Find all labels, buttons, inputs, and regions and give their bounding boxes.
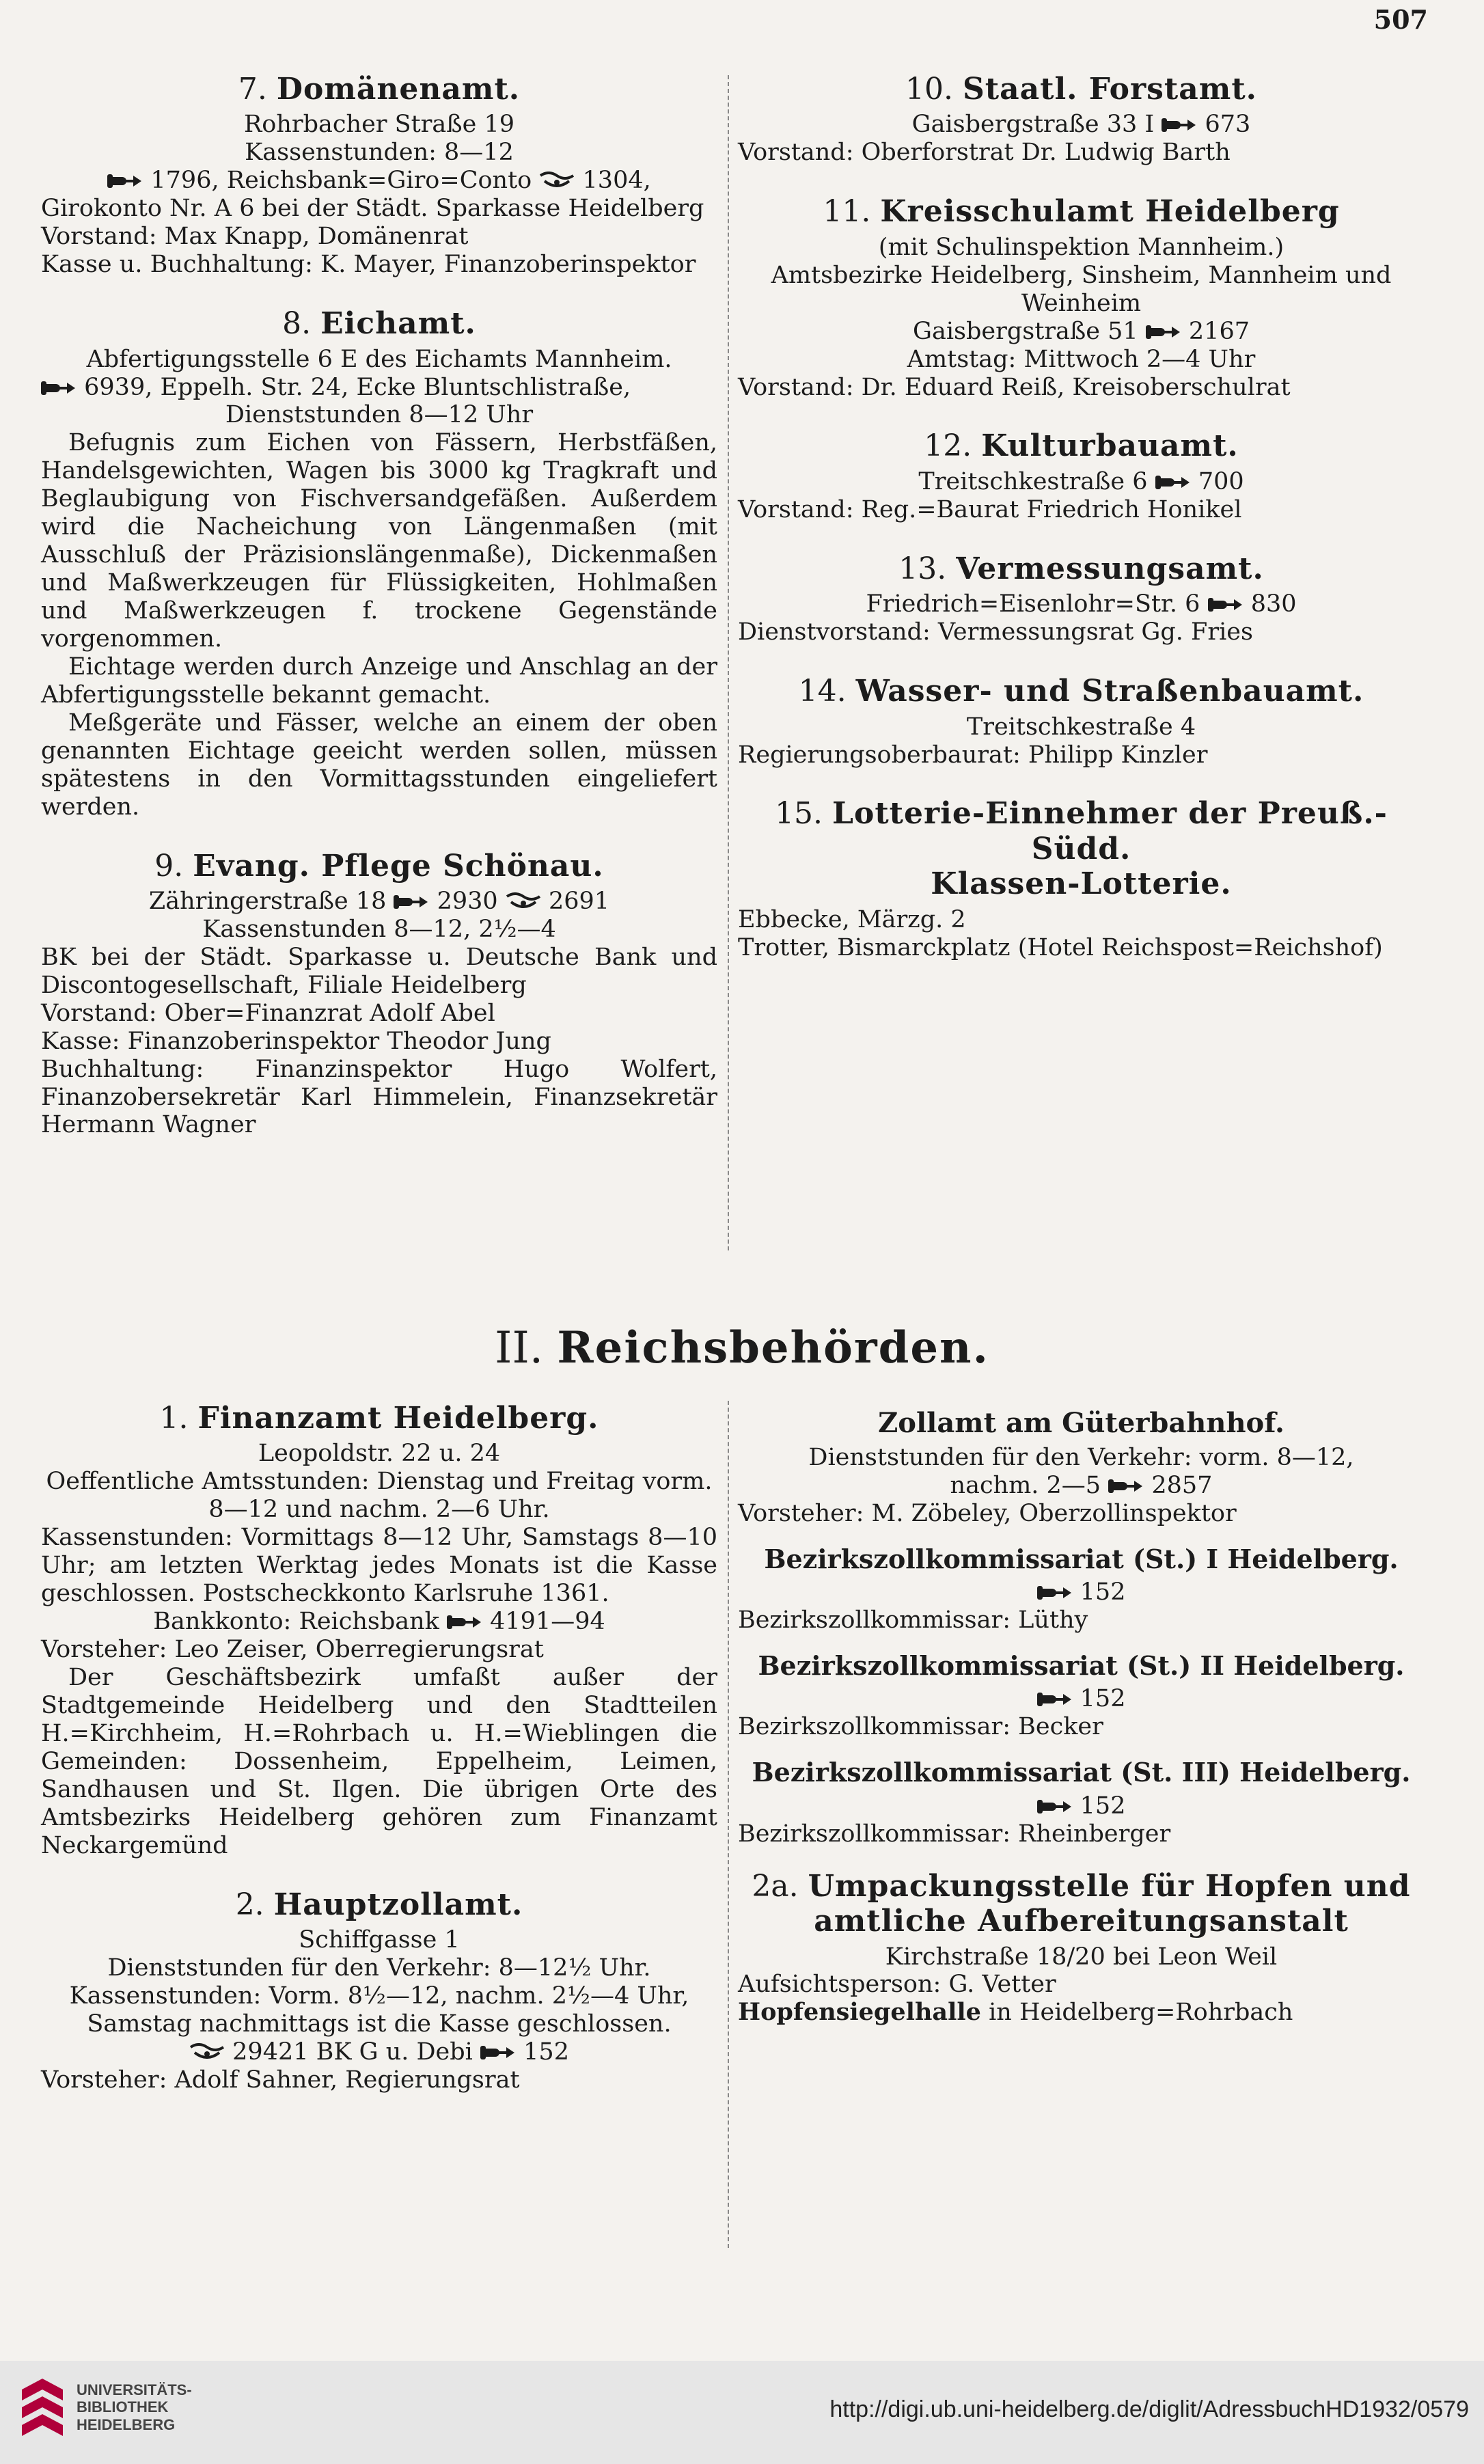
entry-umpackungsstelle: [738, 1869, 1425, 2027]
source-url[interactable]: http://digi.ub.uni-heidelberg.de/diglit/AdressbuchHD1932/0579: [829, 2396, 1469, 2422]
bank-account: BK bei der Städt. Sparkasse u. Deutsche Bank und Discontogesellschaft, Filiale Heidelberg: [41, 943, 717, 999]
entry-zollamt-gueterbahnhof: [738, 1408, 1425, 1528]
phone-line: Zähringerstraße 18 2930 2691: [148, 887, 610, 915]
page-number: 507: [1373, 4, 1428, 35]
phone-line: Friedrich=Eisenlohr=Str. 6 830: [866, 590, 1297, 618]
entry-lotterie: [738, 796, 1425, 961]
entry-kreisschulamt: [738, 194, 1425, 401]
telephone-icon: [447, 1613, 482, 1632]
entry-title: 13. Vermessungsamt.: [898, 551, 1264, 586]
branch: Abfertigungsstelle 6 E des Eichamts Mannheim.: [86, 345, 672, 373]
entry-forstamt: [738, 72, 1425, 167]
entry-title: 12. Kulturbauamt.: [924, 428, 1239, 464]
telephone-icon: [394, 892, 429, 912]
office-hours: Oeffentliche Amtsstunden: Dienstag und Freitag vorm. 8—12 und nachm. 2—6 Uhr.: [46, 1468, 713, 1524]
phone-line: Gaisbergstraße 33 I 673: [911, 111, 1251, 139]
phone-line: 152: [738, 1792, 1425, 1820]
supervisor: Aufsichtsperson: G. Vetter: [738, 1971, 1056, 1999]
office-hours: Dienststunden für den Verkehr: 8—12½ Uhr.: [107, 1954, 651, 1982]
office-hours: Dienststunden für den Verkehr: vorm. 8—12,: [808, 1443, 1354, 1471]
subtitle: (mit Schulinspektion Mannheim.): [878, 233, 1284, 261]
director: Vorsteher: Adolf Sahner, Regierungsrat: [41, 2066, 520, 2094]
right-column-lower: [738, 1408, 1425, 2054]
entry-title: 15. Lotterie-Einnehmer der Preuß.-Südd. Klassen-Lotterie.: [775, 796, 1388, 902]
seal-hall: Hopfensiegelhalle in Heidelberg=Rohrbach: [738, 1998, 1293, 2027]
telephone-icon: [480, 2043, 516, 2062]
director: Vorstand: Reg.=Baurat Friedrich Honikel: [738, 495, 1242, 523]
cash-hours: Kassenstunden: Vormittags 8—12 Uhr, Samstags 8—10 Uhr; am letzten Werktag jedes Monats ist die Kasse geschlossen. Postscheckkonto Karlsruhe 1361.: [41, 1524, 717, 1608]
telephone-icon: [1146, 323, 1181, 342]
entry-eichamt: [41, 306, 717, 821]
director: Vorstand: Dr. Eduard Reiß, Kreisoberschulrat: [738, 373, 1291, 401]
description: Meßgeräte und Fässer, welche an einem der oben genannten Eichtage geeicht werden sollen, müssen spätestens in den Vormittagsstunden eingeliefert werden.: [41, 709, 717, 821]
entry-title: 2a. Umpackungsstelle für Hopfen und amtliche Aufbereitungsanstalt: [752, 1868, 1411, 1939]
districts: Amtsbezirke Heidelberg, Sinsheim, Mannheim und Weinheim: [771, 261, 1392, 317]
entry-title: Bezirkszollkommissariat (St. III) Heidelberg.: [752, 1757, 1411, 1788]
library-name: UNIVERSITÄTS- BIBLIOTHEK HEIDELBERG: [77, 2381, 192, 2433]
phone-line: Bankkonto: Reichsbank 4191—94: [153, 1608, 605, 1636]
phone-line: 1796, Reichsbank=Giro=Conto 1304,: [41, 167, 717, 195]
entry-vermessungsamt: [738, 551, 1425, 646]
entry-title: 11. Kreisschulamt Heidelberg: [823, 194, 1340, 230]
phone-line: 152: [738, 1685, 1425, 1713]
phone-line: Treitschkestraße 6 700: [918, 467, 1244, 495]
address: Leopoldstr. 22 u. 24: [258, 1440, 501, 1468]
cashier: Kasse: Finanzoberinspektor Theodor Jung: [41, 1027, 551, 1055]
postal-check-icon: [189, 2043, 225, 2062]
office-day: Amtstag: Mittwoch 2—4 Uhr: [907, 345, 1256, 373]
address: Rohrbacher Straße 19: [243, 111, 515, 139]
director: Vorstand: Oberforstrat Dr. Ludwig Barth: [738, 139, 1231, 167]
entry-title: 14. Wasser- und Straßenbauamt.: [798, 674, 1364, 709]
telephone-icon: [1037, 1690, 1073, 1709]
address: Treitschkestraße 4: [966, 713, 1196, 741]
telephone-icon: [1037, 1583, 1073, 1602]
entry-title: 7. Domänenamt.: [238, 72, 521, 107]
phone-line: 29421 BK G u. Debi 152: [41, 2038, 717, 2066]
entry-title: 1. Finanzamt Heidelberg.: [159, 1401, 599, 1436]
postal-check-icon: [539, 172, 575, 191]
entry-title: Zollamt am Güterbahnhof.: [878, 1407, 1284, 1439]
director: Vorstand: Ober=Finanzrat Adolf Abel: [41, 999, 495, 1027]
section-title: II. Reichsbehörden.: [495, 1322, 989, 1373]
left-column: [41, 72, 717, 1166]
entry-title: 9. Evang. Pflege Schönau.: [154, 848, 604, 884]
commissioner: Bezirkszollkommissar: Becker: [738, 1713, 1103, 1741]
column-divider: [728, 1401, 729, 2248]
entry-title: 2. Hauptzollamt.: [235, 1887, 523, 1922]
agent: Trotter, Bismarckplatz (Hotel Reichspost=Reichshof): [738, 933, 1383, 961]
right-column: [738, 72, 1425, 989]
commissioner: Bezirkszollkommissar: Rheinberger: [738, 1820, 1171, 1848]
entry-wasser-strassenbauamt: [738, 674, 1425, 769]
description: Der Geschäftsbezirk umfaßt außer der Stadtgemeinde Heidelberg und den Stadtteilen H.=Kirchheim, H.=Rohrbach u. H.=Wieblingen die Gemeinden: Dossenheim, Eppelheim, Leimen, Sandhausen und St. Ilgen. Die übrigen Orte des Amtsbezirks Heidelberg gehören zum Finanzamt Neckargemünd: [41, 1663, 717, 1859]
agent: Ebbecke, Märzg. 2: [738, 905, 966, 933]
phone-line: Gaisbergstraße 51 2167: [913, 317, 1250, 345]
entry-bezirkszollkommissariat-1: [738, 1544, 1425, 1634]
footer-bar: [0, 2361, 1484, 2464]
description: Befugnis zum Eichen von Fässern, Herbstfäßen, Handelsgewichten, Wagen bis 3000 kg Tragkraft und Beglaubigung von Fischversandgefäßen. Außerdem wird die Nacheichung von Längenmaßen (mit Ausschluß der Präzisionslängenmaße), Dickenmaßen und Maßwerkzeugen für Flüssigkeiten, Hohlmaßen und Maßwerkzeugen f. trockene Gegenstände vorgenommen.: [41, 429, 717, 653]
entry-kulturbauamt: [738, 428, 1425, 523]
office-hours: Dienststunden 8—12 Uhr: [225, 401, 534, 429]
phone-line: nachm. 2—5 2857: [950, 1471, 1213, 1499]
director: Vorstand: Max Knapp, Domänenrat: [41, 223, 469, 251]
telephone-icon: [1037, 1797, 1073, 1816]
left-column-lower: [41, 1401, 717, 2122]
phone-line: 152: [738, 1578, 1425, 1606]
director: Dienstvorstand: Vermessungsrat Gg. Fries: [738, 618, 1253, 646]
telephone-icon: [41, 379, 77, 398]
entry-finanzamt: [41, 1401, 717, 1860]
entry-title: 10. Staatl. Forstamt.: [905, 72, 1257, 107]
postal-check-icon: [506, 892, 541, 912]
commissioner: Bezirkszollkommissar: Lüthy: [738, 1606, 1088, 1634]
office-hours: Kassenstunden: 8—12: [245, 139, 514, 167]
library-logo-icon: [16, 2376, 68, 2448]
cash-hours: Kassenstunden: Vorm. 8½—12, nachm. 2½—4 Uhr, Samstag nachmittags ist die Kasse geschlossen.: [69, 1982, 689, 2038]
entry-title: Bezirkszollkommissariat (St.) II Heidelberg.: [758, 1649, 1405, 1681]
entry-pflege-schoenau: [41, 849, 717, 1140]
address: Kirchstraße 18/20 bei Leon Weil: [885, 1943, 1278, 1971]
address: Schiffgasse 1: [299, 1926, 460, 1954]
cashier: Kasse u. Buchhaltung: K. Mayer, Finanzoberinspektor: [41, 251, 696, 279]
entry-bezirkszollkommissariat-3: [738, 1757, 1425, 1848]
giro-account: Girokonto Nr. A 6 bei der Städt. Sparkasse Heidelberg: [41, 195, 704, 223]
entry-title: 8. Eichamt.: [282, 306, 476, 342]
telephone-icon: [107, 172, 143, 191]
accounting: Buchhaltung: Finanzinspektor Hugo Wolfert, Finanzobersekretär Karl Himmelein, Finanzsekretär Hermann Wagner: [41, 1055, 717, 1139]
column-divider: [728, 75, 729, 1250]
entry-bezirkszollkommissariat-2: [738, 1651, 1425, 1741]
director: Regierungsoberbaurat: Philipp Kinzler: [738, 741, 1208, 769]
director: Vorsteher: M. Zöbeley, Oberzollinspektor: [738, 1499, 1237, 1527]
telephone-icon: [1108, 1477, 1144, 1496]
telephone-icon: [1208, 595, 1243, 614]
telephone-icon: [1162, 115, 1197, 135]
telephone-icon: [1155, 473, 1191, 492]
entry-title: Bezirkszollkommissariat (St.) I Heidelberg.: [764, 1543, 1399, 1574]
office-hours: Kassenstunden 8—12, 2½—4: [202, 915, 556, 943]
entry-hauptzollamt: [41, 1887, 717, 2094]
phone-line: 6939, Eppelh. Str. 24, Ecke Bluntschlistraße,: [41, 374, 717, 402]
description: Eichtage werden durch Anzeige und Anschlag an der Abfertigungsstelle bekannt gemacht.: [41, 653, 717, 709]
entry-domaenenamt: [41, 72, 717, 279]
director: Vorsteher: Leo Zeiser, Oberregierungsrat: [41, 1636, 544, 1664]
